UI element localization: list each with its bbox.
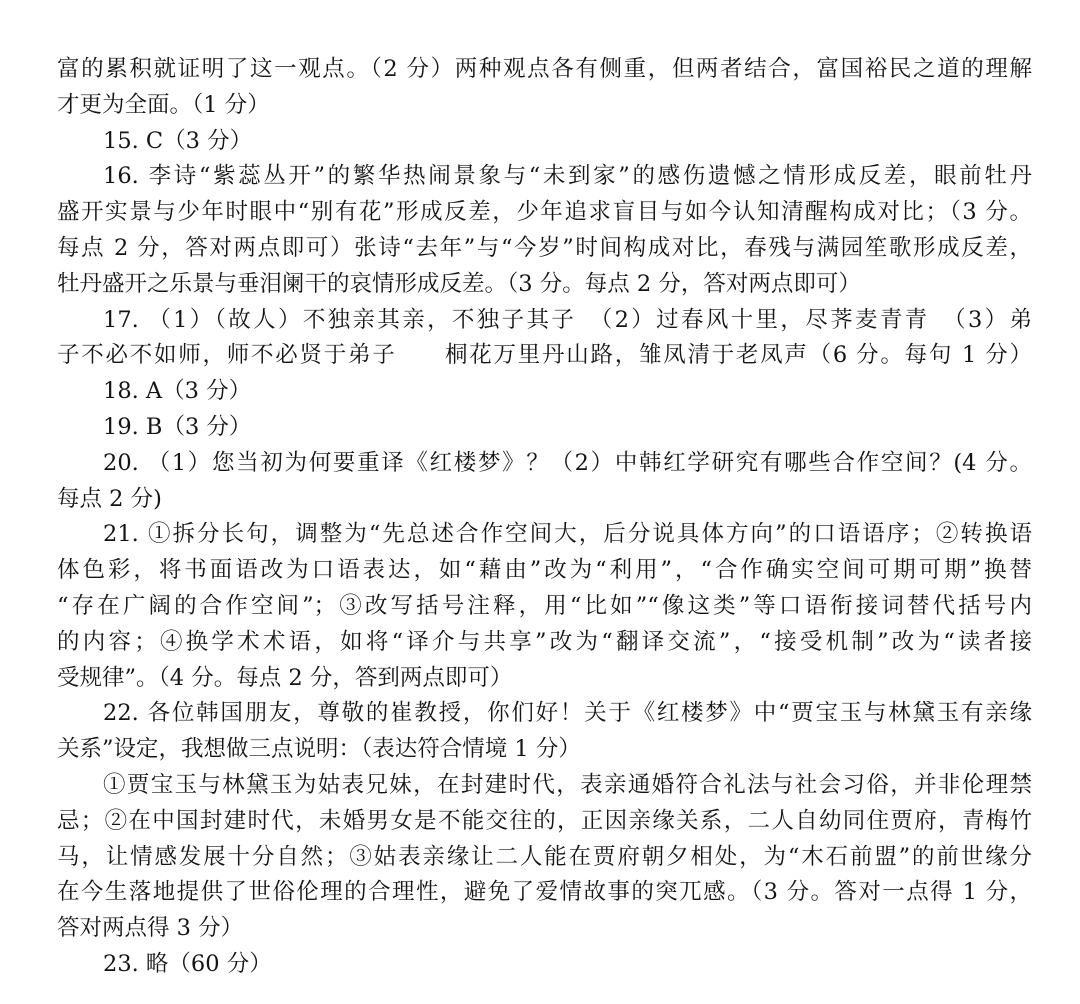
- answer-15: [57, 124, 1032, 160]
- text-line: 的内容；④换学术术语，如将“译介与共享”改为“翻译交流”，“接受机制”改为“读者接: [57, 628, 1032, 655]
- answer-23: [57, 947, 1032, 983]
- text-line: 盛开实景与少年时眼中“别有花”形成反差，少年追求盲目与如今认知清醒构成对比；（3 分。: [57, 199, 1032, 226]
- text-line: 16. 李诗“紫蕊丛开”的繁华热闹景象与“未到家”的感伤遗憾之情形成反差，眼前牡丹: [103, 163, 1032, 190]
- text-line: 23. 略（60 分）: [103, 950, 272, 977]
- text-line: 才更为全面。（1 分）: [57, 91, 270, 118]
- text-line: 每点 2 分): [57, 485, 162, 512]
- text-line: 每点 2 分，答对两点即可）张诗“去年”与“今岁”时间构成对比，春残与满园笙歌形成反差，: [57, 234, 1032, 261]
- answer-16: [57, 159, 1032, 302]
- answer-22-intro: [57, 696, 1032, 768]
- answer-22-explanation: [57, 768, 1032, 947]
- text-line: 15. C（3 分）: [103, 127, 253, 154]
- text-line: 体色彩，将书面语改为口语表达，如“藉由”改为“利用”，“合作确实空间可期可期”换替: [57, 557, 1032, 584]
- text-line: 受规律”。（4 分。每点 2 分，答到两点即可）: [57, 664, 513, 691]
- text-line: 21. ①拆分长句，调整为“先总述合作空间大，后分说具体方向”的口语语序；②转换语: [103, 521, 1032, 548]
- text-line: 19. B（3 分）: [103, 413, 252, 440]
- text-line: 马，让情感发展十分自然；③姑表亲缘让二人能在贾府朝夕相处，为“木石前盟”的前世缘分: [57, 843, 1032, 870]
- text-line: 答对两点得 3 分）: [57, 915, 244, 942]
- text-line: 17. （1）（故人）不独亲其亲，不独子其子 （2）过春风十里，尽荠麦青青 （3）弟: [103, 306, 1032, 333]
- text-line: 牡丹盛开之乐景与垂泪阑干的哀情形成反差。（3 分。每点 2 分，答对两点即可）: [57, 270, 861, 297]
- text-line: ①贾宝玉与林黛玉为姑表兄妹，在封建时代，表亲通婚符合礼法与社会习俗，并非伦理禁: [103, 771, 1032, 798]
- answer-key-page: [57, 52, 1032, 983]
- text-line: 忌；②在中国封建时代，未婚男女是不能交往的，正因亲缘关系，二人自幼同住贾府，青梅竹: [57, 807, 1032, 834]
- text-line: 22. 各位韩国朋友，尊敬的崔教授，你们好！关于《红楼梦》中“贾宝玉与林黛玉有亲缘: [103, 700, 1032, 727]
- answer-14-continuation: [57, 52, 1032, 124]
- text-line: “存在广阔的合作空间”；③改写括号注释，用“比如”“像这类”等口语衔接词替代括号内: [57, 592, 1032, 619]
- answer-18: [57, 374, 1032, 410]
- text-line: 在今生落地提供了世俗伦理的合理性，避免了爱情故事的突兀感。（3 分。答对一点得 1 分，: [57, 879, 1032, 906]
- text-line: 子不必不如师，师不必贤于弟子 桐花万里丹山路，雏凤清于老凤声（6 分。每句 1 分）: [57, 342, 1032, 369]
- answer-20: [57, 446, 1032, 518]
- text-line: 富的累积就证明了这一观点。（2 分）两种观点各有侧重，但两者结合，富国裕民之道的理解: [57, 56, 1032, 82]
- answer-19: [57, 410, 1032, 446]
- answer-17: [57, 303, 1032, 375]
- text-line: 20. （1）您当初为何要重译《红楼梦》？（2）中韩红学研究有哪些合作空间？(4 分。: [103, 449, 1032, 476]
- text-line: 关系”设定，我想做三点说明：（表达符合情境 1 分）: [57, 736, 581, 763]
- text-line: 18. A（3 分）: [103, 378, 252, 405]
- answer-21: [57, 517, 1032, 696]
